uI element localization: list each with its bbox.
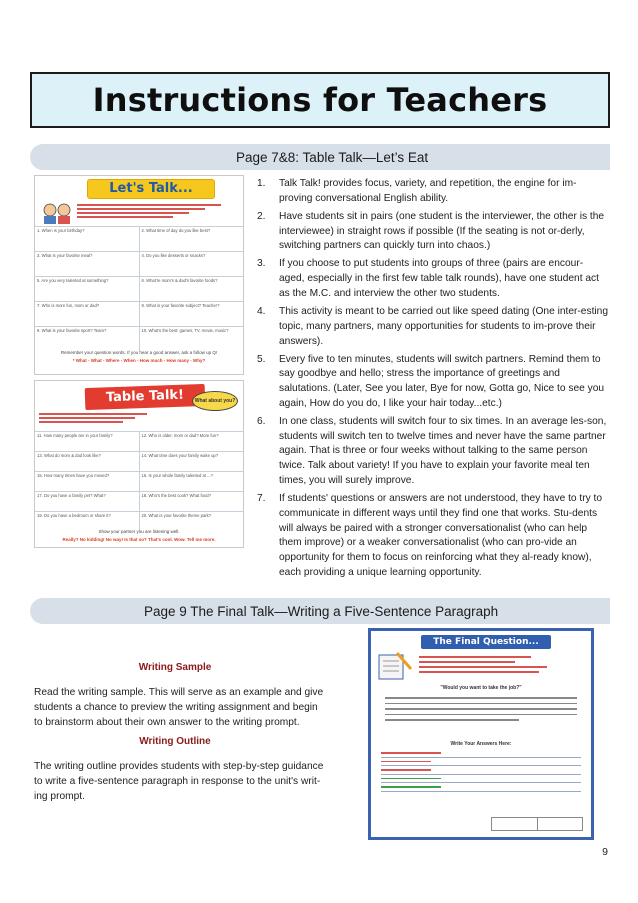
worksheet-cell: 18. Who's the best cook? What food? [139, 492, 244, 511]
step-number: 2. [257, 210, 266, 222]
page-title: Instructions for Teachers [92, 81, 548, 119]
step-text: If you choose to put students into groups of three (pairs are encour-aged, especially in the first few table talk rounds), have one student act as the M.C. and interview the other two students. [279, 258, 599, 299]
worksheet-cell: 5. Are you very talented at something? [37, 278, 109, 283]
worksheet-row [35, 471, 243, 491]
worksheet-row [35, 251, 243, 276]
worksheet-cell: 9. What is your favorite sport? Team? [37, 328, 107, 333]
worksheet-answer-heading: Write Your Answers Here: [450, 741, 512, 747]
worksheet-cell: 14. What time does your family wake up? [139, 452, 244, 471]
step-number: 7. [257, 493, 266, 505]
title-box [30, 72, 610, 128]
writing-outline-text: The writing outline provides students with step-by-step guidance to write a five-sentence paragraph in response to the unit's writ-ing prompt. [34, 761, 324, 802]
worksheet-cell: 19. Do you have a bedroom or share it? [37, 513, 111, 518]
worksheet-cell: 3. What is your favorite meal? [37, 253, 93, 258]
worksheet-footer-2: * What - What - Where - When - How much - How many - Why? [72, 358, 206, 363]
worksheet-footer: Remember your question words. If you hear a good answer, ask a follow up Q! [60, 350, 218, 355]
worksheet-cell: 10. What's the best: games, TV, movie, music? [139, 327, 244, 351]
worksheet-cell: 16. Is your whole family talented at ...? [139, 472, 244, 491]
section-banner-table-talk [30, 144, 610, 170]
table-talk-worksheet-thumbnail [34, 380, 244, 548]
worksheet-table [35, 431, 243, 531]
instruction-step [255, 177, 608, 207]
worksheet-footer-2: Really? No kidding! No way! Is that so? That's cool. Wow. Tell me more. [62, 537, 216, 542]
worksheet-cell: 17. Do you have a family pet? What? [37, 493, 106, 498]
instruction-step [255, 353, 608, 412]
instruction-step [255, 492, 608, 581]
worksheet-cell: 4. Do you like desserts or snacks? [139, 252, 244, 276]
speech-bubble: What about you? [192, 391, 238, 411]
worksheet-row [35, 226, 243, 251]
pencil-paper-icon [377, 651, 413, 681]
worksheet-banner: The Final Question... [421, 635, 551, 649]
worksheet-cell: 2. What time of day do you like best? [139, 227, 244, 251]
worksheet-row [35, 301, 243, 326]
instruction-step [255, 415, 608, 489]
worksheet-row [35, 431, 243, 451]
writing-sample-heading: Writing Sample [138, 662, 212, 673]
step-number: 1. [257, 178, 266, 189]
worksheet-cell: 8. What is your favorite subject? Teacher? [139, 302, 244, 326]
step-number: 4. [257, 305, 266, 317]
step-text: Have students sit in pairs (one student is the interviewer, the other is the interviewee) in straight rows if possible (If the seating is not or-derly, switching partners can quickly turn into chaos.) [279, 210, 605, 252]
worksheet-banner: Let's Talk... [87, 179, 215, 199]
worksheet-cell: 7. Who is more fun, mom or dad? [37, 303, 100, 308]
step-text: This activity is meant to be carried out like speed dating (One inter-esting topic, many partners, many opportunities for students to im-prove their answers). [279, 305, 608, 347]
worksheet-footer: Show your partner you are listening well. [98, 529, 180, 534]
step-number: 6. [257, 415, 266, 427]
worksheet-prompt: "Would you want to take the job?" [440, 685, 522, 691]
section-heading: Page 7&8: Table Talk—Let’s Eat [236, 149, 429, 165]
final-question-worksheet-thumbnail [368, 628, 594, 840]
writing-sample-text: Read the writing sample. This will serve as an example and give students a chance to preview the writing assignment and begin to brainstorm about their own answer to the writing prompt. [34, 687, 324, 728]
instruction-step [255, 257, 608, 301]
instruction-step [255, 210, 608, 254]
worksheet-row [35, 276, 243, 301]
worksheet-cell: 1. When is your birthday? [37, 228, 85, 233]
worksheet-banner: Table Talk! [85, 384, 206, 410]
worksheet-cell: 13. What do mom & dad look like? [37, 453, 101, 458]
worksheet-row [35, 451, 243, 471]
worksheet-cell: 6. What're mom's & dad's favorite foods? [139, 277, 244, 301]
step-number: 5. [257, 353, 266, 365]
step-text: If students' questions or answers are not understood, they have to try to communicate in different ways until they find one that works. Stu-dents will always be paired with a stronger conversationalist (who can help them improve) or a weaker conversationalist (who can pro-vide an opportunity for them to focus on reinforcing what they al-ready know), each providing a unique learning opportunity. [279, 493, 603, 579]
instruction-steps [255, 177, 608, 584]
step-text: Talk Talk! provides focus, variety, and repetition, the engine for im-proving conversational English ability. [279, 178, 577, 204]
worksheet-cell: 20. What is your favorite theme park? [139, 512, 244, 531]
worksheet-cell: 15. How many times have you moved? [37, 473, 110, 478]
worksheet-row [35, 326, 243, 351]
worksheet-cell: 11. How many people are in your family? [37, 433, 113, 438]
section-banner-final-talk [30, 598, 610, 624]
worksheet-cell: 12. Who is older, mom or dad? More fun? [139, 432, 244, 451]
writing-outline-heading: Writing Outline [139, 736, 211, 747]
lets-talk-worksheet-thumbnail [34, 175, 244, 375]
people-talking-icon [41, 200, 73, 224]
page-number: 9 [602, 846, 608, 858]
worksheet-row [35, 511, 243, 531]
worksheet-table [35, 226, 243, 351]
instruction-step [255, 305, 608, 349]
worksheet-row [35, 491, 243, 511]
section-heading: Page 9 The Final Talk—Writing a Five-Sentence Paragraph [144, 603, 499, 619]
step-text: In one class, students will switch four to six times. In an average les-son, students will switch ten to twelve times and never have the same partner again. That is three or four weeks without talking to the same person twice. Talk about variety! If you have to explain your favorite meal ten times, you will surely improve. [279, 415, 607, 487]
step-text: Every five to ten minutes, students will switch partners. Remind them to say goodbye and hello; stress the importance of greetings and salutations. (Later, See you later, Bye for now, Gotta go, Nice to see you again, How do you do, I like your hair today...etc.) [279, 353, 605, 409]
step-number: 3. [257, 258, 266, 270]
